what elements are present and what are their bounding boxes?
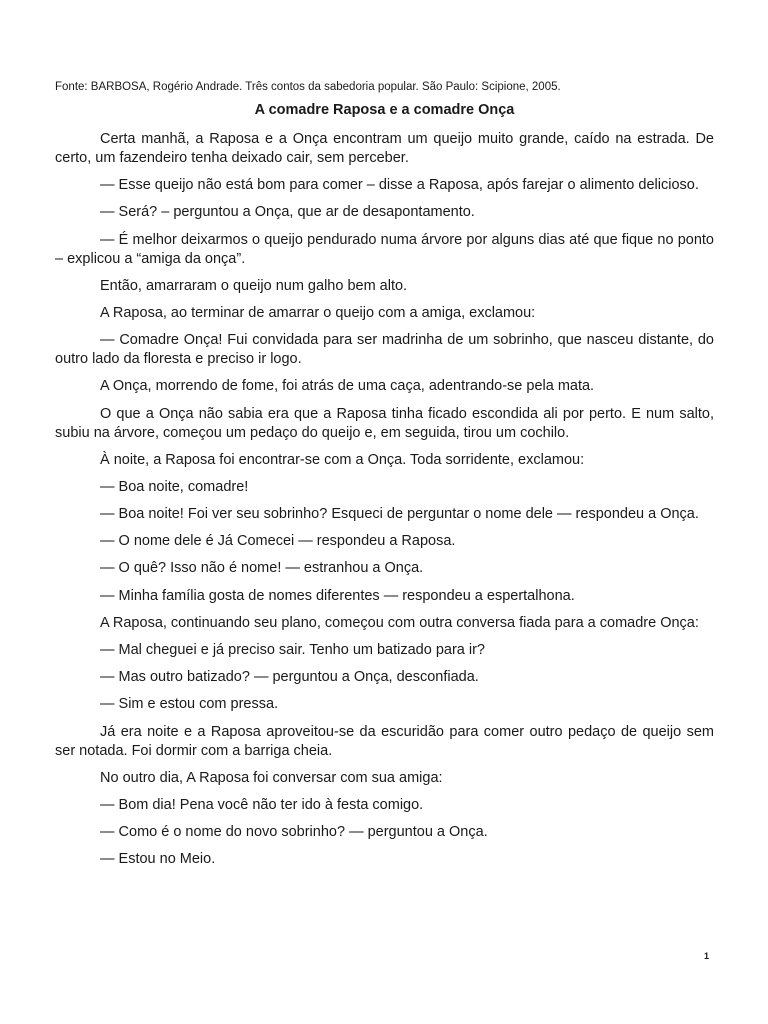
- paragraph-6: A Raposa, ao terminar de amarrar o queijo com a amiga, exclamou:: [100, 304, 536, 321]
- paragraph-22: — Bom dia! Pena você não ter ido à festa comigo.: [100, 796, 424, 813]
- paragraph-14: — O quê? Isso não é nome! — estranhou a Onça.: [100, 560, 424, 577]
- paragraph-3: — Será? – perguntou a Onça, que ar de desapontamento.: [100, 204, 475, 221]
- page-number: 1: [704, 951, 710, 961]
- paragraph-19: — Sim e estou com pressa.: [100, 696, 279, 713]
- source-citation: Fonte: BARBOSA, Rogério Andrade. Três contos da sabedoria popular. São Paulo: Scipione, 2005.: [55, 81, 561, 93]
- paragraph-4: — É melhor deixarmos o queijo pendurado numa árvore por alguns dias até que fique no ponto – explicou a “amiga da onça”.: [55, 231, 714, 267]
- paragraph-9: O que a Onça não sabia era que a Raposa tinha ficado escondida ali por perto. E num salto, subiu na árvore, começou um pedaço do queijo e, em seguida, tirou um cochilo.: [55, 405, 714, 441]
- paragraph-11: — Boa noite, comadre!: [100, 478, 249, 495]
- paragraph-15: — Minha família gosta de nomes diferentes — respondeu a espertalhona.: [100, 587, 575, 604]
- paragraph-2: — Esse queijo não está bom para comer – disse a Raposa, após farejar o alimento delicioso.: [100, 177, 699, 194]
- paragraph-7: — Comadre Onça! Fui convidada para ser madrinha de um sobrinho, que nasceu distante, do outro lado da floresta e preciso ir logo.: [55, 332, 714, 368]
- paragraph-24: — Estou no Meio.: [100, 851, 216, 868]
- paragraph-18: — Mas outro batizado? — perguntou a Onça, desconfiada.: [100, 669, 479, 686]
- paragraph-16: A Raposa, continuando seu plano, começou com outra conversa fiada para a comadre Onça:: [100, 614, 699, 631]
- paragraph-8: A Onça, morrendo de fome, foi atrás de uma caça, adentrando-se pela mata.: [100, 378, 595, 395]
- story-title: A comadre Raposa e a comadre Onça: [254, 102, 515, 118]
- paragraph-17: — Mal cheguei e já preciso sair. Tenho um batizado para ir?: [100, 642, 486, 658]
- paragraph-1: Certa manhã, a Raposa e a Onça encontram um queijo muito grande, caído na estrada. De certo, um fazendeiro tenha deixado cair, sem perceber.: [55, 131, 714, 166]
- paragraph-23: — Como é o nome do novo sobrinho? — perguntou a Onça.: [100, 824, 488, 841]
- story-body: [55, 130, 714, 878]
- paragraph-13: — O nome dele é Já Comecei — respondeu a Raposa.: [100, 533, 456, 550]
- paragraph-12: — Boa noite! Foi ver seu sobrinho? Esqueci de perguntar o nome dele — respondeu a Onça.: [100, 506, 699, 523]
- paragraph-20: Já era noite e a Raposa aproveitou-se da escuridão para comer outro pedaço de queijo sem ser notada. Foi dormir com a barriga cheia.: [55, 723, 714, 759]
- paragraph-21: No outro dia, A Raposa foi conversar com sua amiga:: [100, 769, 443, 786]
- paragraph-5: Então, amarraram o queijo num galho bem alto.: [100, 277, 408, 294]
- paragraph-10: À noite, a Raposa foi encontrar-se com a Onça. Toda sorridente, exclamou:: [100, 451, 585, 468]
